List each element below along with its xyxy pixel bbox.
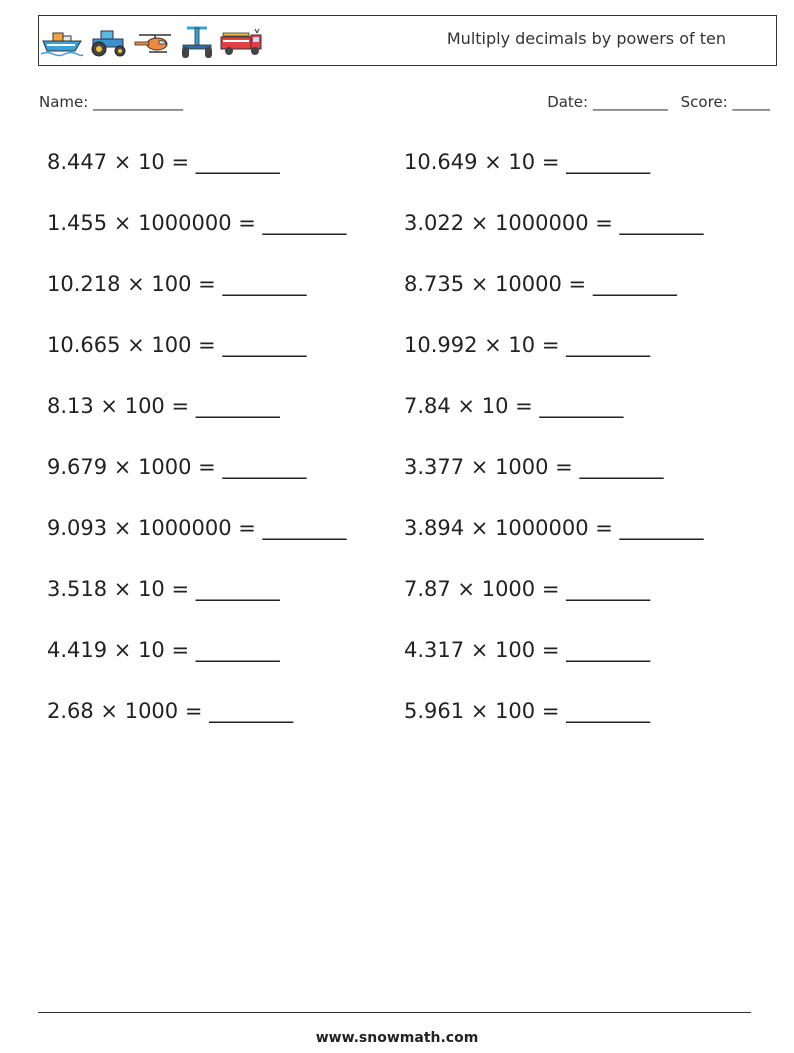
problem-5: 10.218 × 100 = ________ [47, 272, 307, 296]
header-icons [41, 24, 263, 60]
date-score-fields [547, 93, 770, 111]
problem-14: 3.894 × 1000000 = ________ [404, 516, 704, 540]
tractor-icon [87, 27, 129, 57]
problem-1: 8.447 × 10 = ________ [47, 150, 280, 174]
scooter-icon [179, 25, 215, 59]
problem-20: 5.961 × 100 = ________ [404, 699, 651, 723]
problem-11: 9.679 × 1000 = ________ [47, 455, 307, 479]
date-field: Date: __________ [547, 93, 668, 111]
problem-10: 7.84 × 10 = ________ [404, 394, 624, 418]
name-field: Name: ____________ [39, 93, 184, 111]
problem-16: 7.87 × 1000 = ________ [404, 577, 651, 601]
problem-9: 8.13 × 100 = ________ [47, 394, 280, 418]
footer-divider [38, 1012, 751, 1013]
problem-2: 10.649 × 10 = ________ [404, 150, 651, 174]
problem-8: 10.992 × 10 = ________ [404, 333, 651, 357]
problem-3: 1.455 × 1000000 = ________ [47, 211, 347, 235]
problem-19: 2.68 × 1000 = ________ [47, 699, 294, 723]
problem-12: 3.377 × 1000 = ________ [404, 455, 664, 479]
problem-18: 4.317 × 100 = ________ [404, 638, 651, 662]
helicopter-icon [133, 27, 175, 57]
problem-13: 9.093 × 1000000 = ________ [47, 516, 347, 540]
footer-site: www.snowmath.com [315, 1030, 479, 1046]
fire-truck-icon [219, 27, 263, 57]
problem-4: 3.022 × 1000000 = ________ [404, 211, 704, 235]
score-field: Score: _____ [680, 93, 770, 111]
problem-7: 10.665 × 100 = ________ [47, 333, 307, 357]
worksheet-header [38, 15, 777, 66]
worksheet-title: Multiply decimals by powers of ten [446, 29, 726, 48]
problem-17: 4.419 × 10 = ________ [47, 638, 280, 662]
problem-6: 8.735 × 10000 = ________ [404, 272, 677, 296]
problem-15: 3.518 × 10 = ________ [47, 577, 280, 601]
boat-icon [41, 27, 83, 57]
